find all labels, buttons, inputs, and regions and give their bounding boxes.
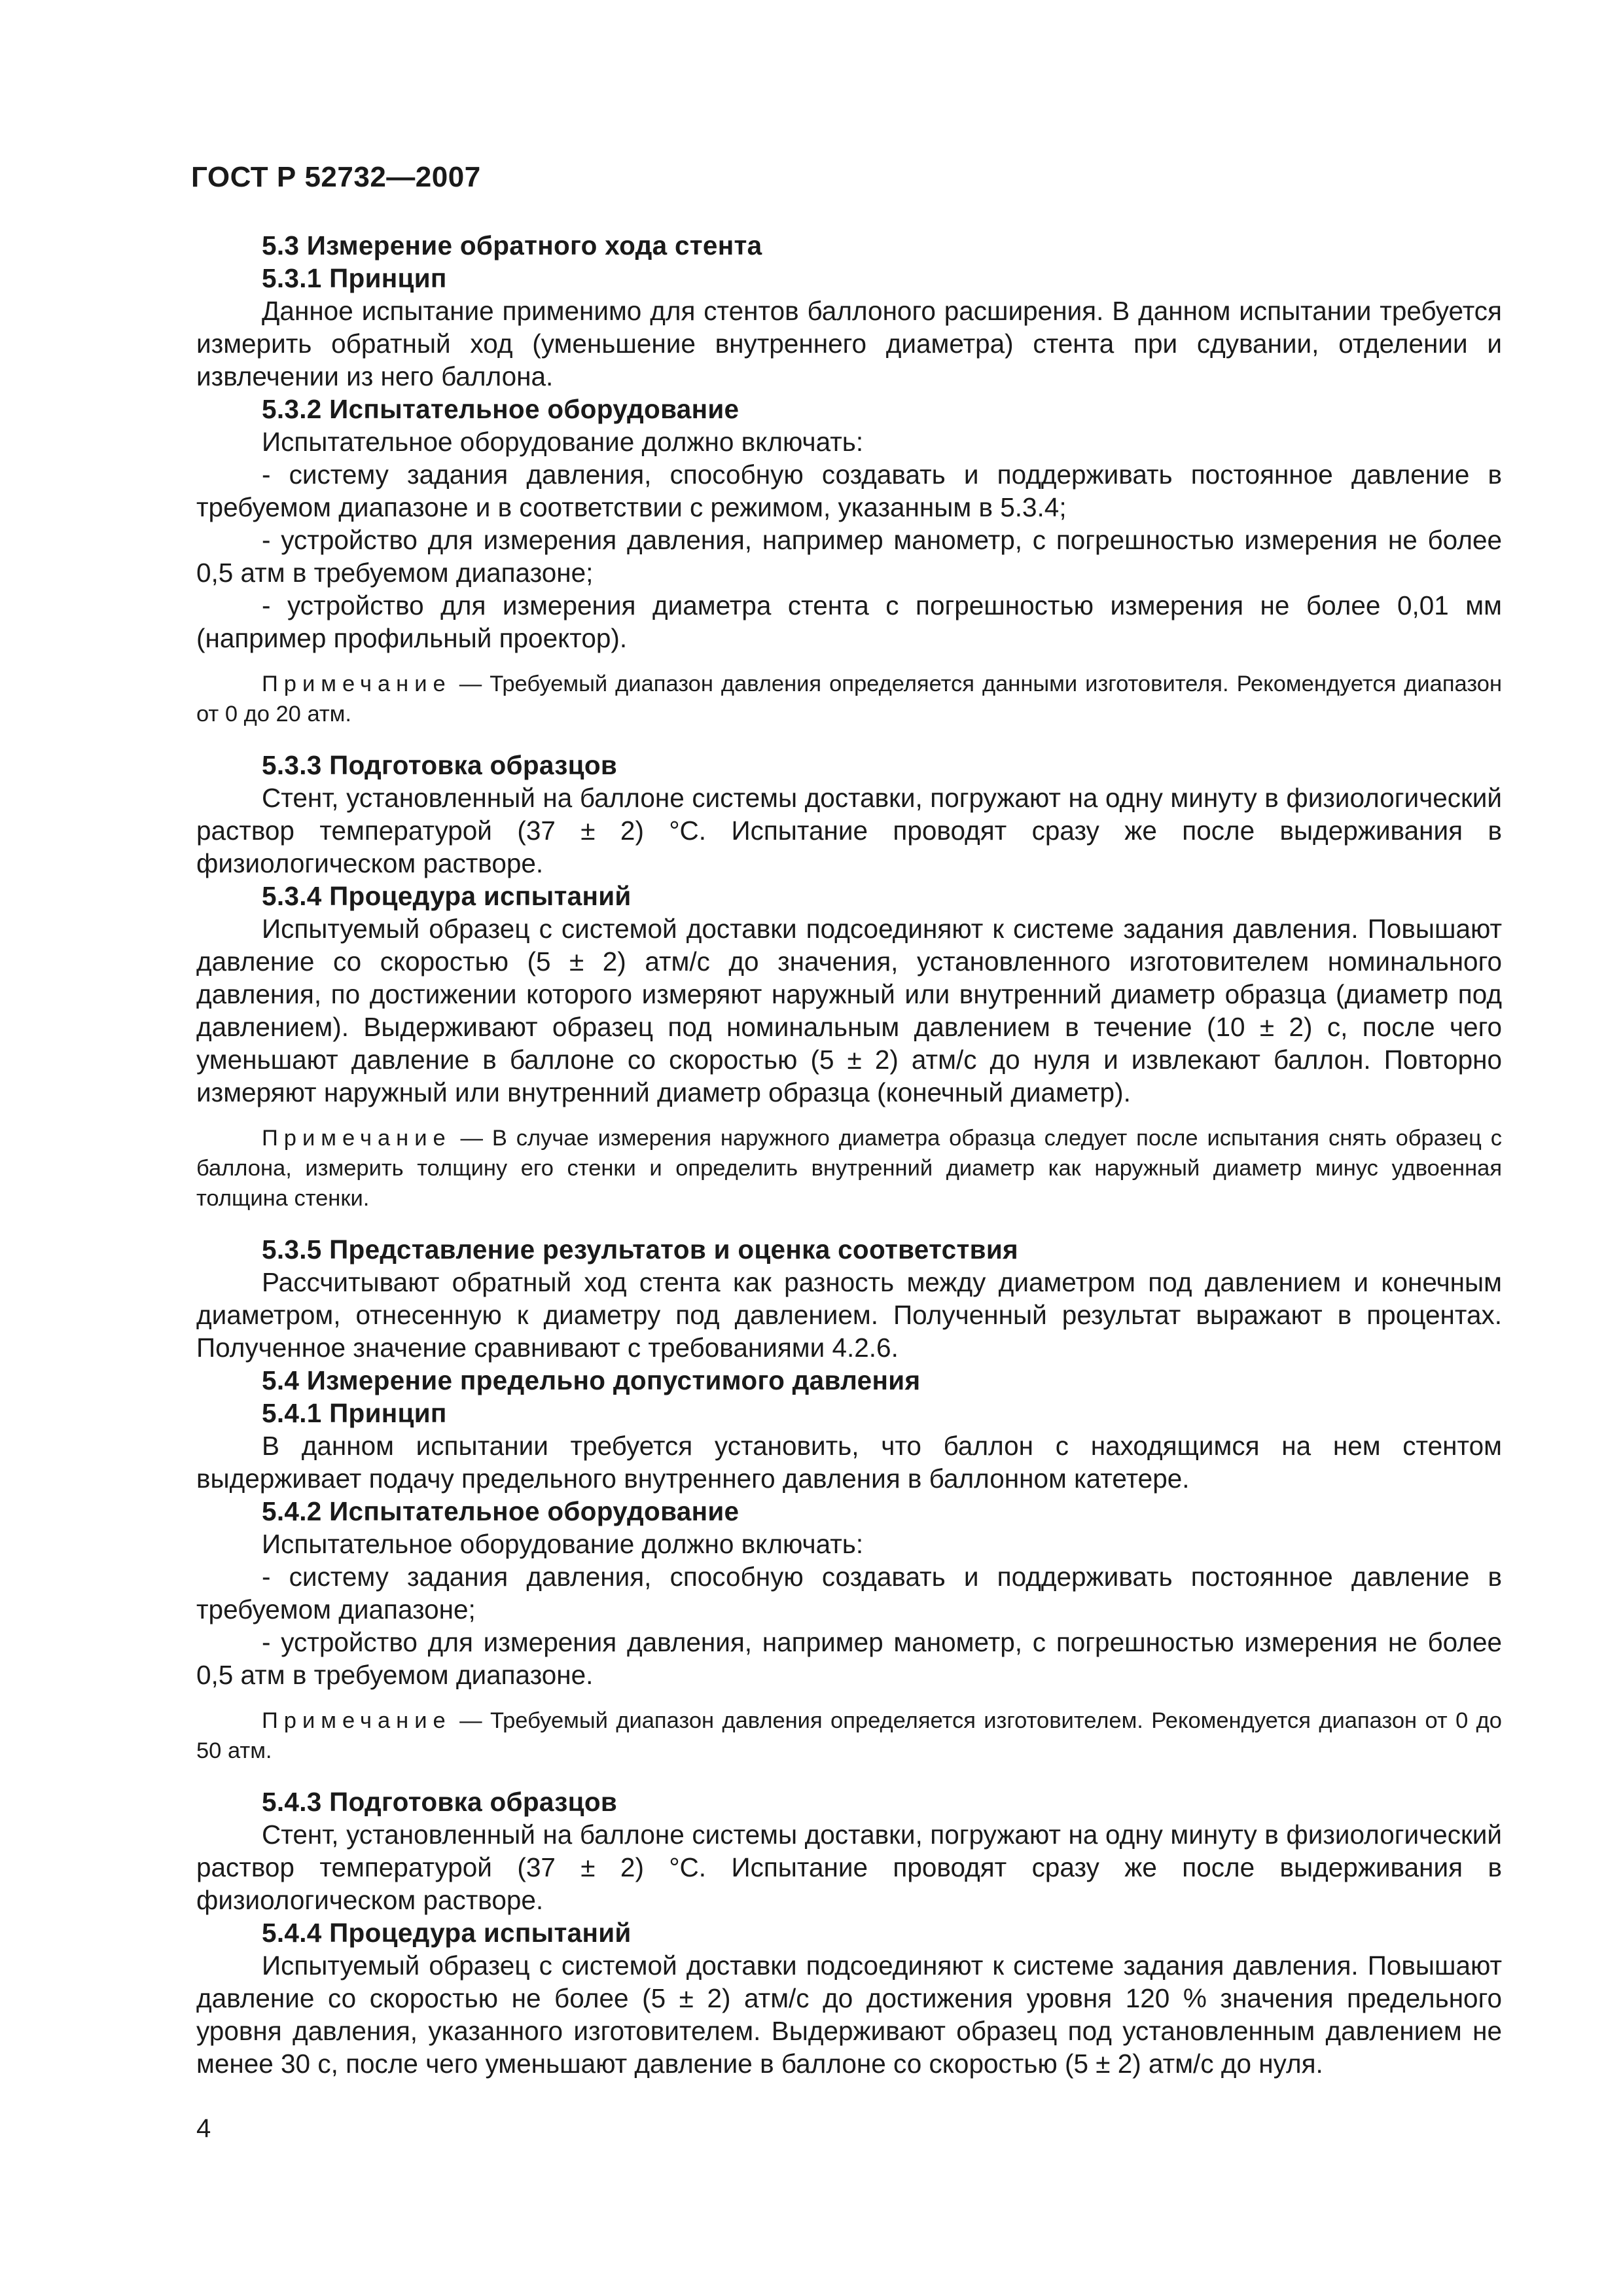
section-heading: 5.3 Измерение обратного хода стента bbox=[262, 230, 762, 260]
subsection-heading: 5.3.3 Подготовка образцов bbox=[262, 750, 618, 780]
subsection-heading: 5.4.3 Подготовка образцов bbox=[262, 1787, 618, 1817]
note-text: — Требуемый диапазон давления определяется изготовителем. Рекомендуется диапазон от 0 до 50 атм. bbox=[196, 1708, 1502, 1763]
paragraph: Стент, установленный на баллоне системы доставки, погружают на одну минуту в физиологический раствор температурой (37 ± 2) °С. Испытание проводят сразу же после выдерживания в физиологическом растворе. bbox=[196, 783, 1502, 878]
subsection-heading: 5.3.2 Испытательное оборудование bbox=[262, 394, 740, 424]
paragraph: Испытуемый образец с системой доставки подсоединяют к системе задания давления. Повышают давление со скоростью не более (5 ± 2) атм/с до достижения уровня 120 % значения предельного уровня давления, указанного изготовителем. Выдерживают образец под установленным давлением не менее 30 с, после чего уменьшают давление в баллоне со скоростью (5 ± 2) атм/с до нуля. bbox=[196, 1950, 1502, 2079]
section-heading: 5.4 Измерение предельно допустимого давления bbox=[262, 1365, 921, 1395]
note bbox=[196, 1706, 1502, 1766]
list-item: - устройство для измерения давления, например манометр, с погрешностью измерения не более 0,5 атм в требуемом диапазоне; bbox=[196, 525, 1502, 588]
document-designation: ГОСТ Р 52732—2007 bbox=[191, 161, 481, 193]
subsection-heading: 5.3.1 Принцип bbox=[262, 263, 447, 293]
note-text: — Требуемый диапазон давления определяется данными изготовителя. Рекомендуется диапазон от 0 до 20 атм. bbox=[196, 672, 1502, 726]
list-item: - систему задания давления, способную создавать и поддерживать постоянное давление в требуемом диапазоне и в соответствии с режимом, указанным в 5.3.4; bbox=[196, 459, 1502, 522]
note-label: Примечание bbox=[262, 672, 452, 696]
paragraph: Испытуемый образец с системой доставки подсоединяют к системе задания давления. Повышают давление со скоростью (5 ± 2) атм/с до значения, установленного изготовителем номинального давления, по достижении которого измеряют наружный или внутренний диаметр образца (диаметр под давлением). Выдерживают образец под номинальным давлением в течение (10 ± 2) с, после чего уменьшают давление в баллоне со скоростью (5 ± 2) атм/с до нуля и извлекают баллон. Повторно измеряют наружный или внутренний диаметр образца (конечный диаметр). bbox=[196, 914, 1502, 1107]
note bbox=[196, 1123, 1502, 1213]
paragraph: Данное испытание применимо для стентов баллоного расширения. В данном испытании требуется измерить обратный ход (уменьшение внутреннего диаметра) стента при сдувании, отделении и извлечении из него баллона. bbox=[196, 296, 1502, 391]
paragraph: Испытательное оборудование должно включать: bbox=[262, 1529, 864, 1559]
page-number: 4 bbox=[196, 2114, 211, 2143]
subsection-heading: 5.4.2 Испытательное оборудование bbox=[262, 1496, 740, 1526]
subsection-heading: 5.4.4 Процедура испытаний bbox=[262, 1918, 632, 1948]
list-item: - устройство для измерения диаметра стента с погрешностью измерения не более 0,01 мм (например профильный проектор). bbox=[196, 590, 1502, 653]
subsection-heading: 5.3.4 Процедура испытаний bbox=[262, 881, 632, 911]
subsection-heading: 5.4.1 Принцип bbox=[262, 1398, 447, 1428]
paragraph: В данном испытании требуется установить, что баллон с находящимся на нем стентом выдерживает подачу предельного внутреннего давления в баллонном катетере. bbox=[196, 1431, 1502, 1494]
document-body bbox=[196, 229, 1502, 2080]
list-item: - устройство для измерения давления, например манометр, с погрешностью измерения не более 0,5 атм в требуемом диапазоне. bbox=[196, 1627, 1502, 1690]
subsection-heading: 5.3.5 Представление результатов и оценка соответствия bbox=[262, 1234, 1018, 1265]
paragraph: Испытательное оборудование должно включать: bbox=[262, 427, 864, 457]
note bbox=[196, 669, 1502, 729]
list-item: - систему задания давления, способную создавать и поддерживать постоянное давление в требуемом диапазоне; bbox=[196, 1562, 1502, 1624]
note-label: Примечание bbox=[262, 1708, 452, 1733]
note-label: Примечание bbox=[262, 1126, 452, 1151]
note-text: — В случае измерения наружного диаметра образца следует после испытания снять образец с баллона, измерить толщину его стенки и определить внутренний диаметр как наружный диаметр минус удвоенная толщина стенки. bbox=[196, 1126, 1502, 1211]
paragraph: Стент, установленный на баллоне системы доставки, погружают на одну минуту в физиологический раствор температурой (37 ± 2) °С. Испытание проводят сразу же после выдерживания в физиологическом растворе. bbox=[196, 1820, 1502, 1915]
paragraph: Рассчитывают обратный ход стента как разность между диаметром под давлением и конечным диаметром, отнесенную к диаметру под давлением. Полученный результат выражают в процентах. Полученное значение сравнивают с требованиями 4.2.6. bbox=[196, 1267, 1502, 1363]
